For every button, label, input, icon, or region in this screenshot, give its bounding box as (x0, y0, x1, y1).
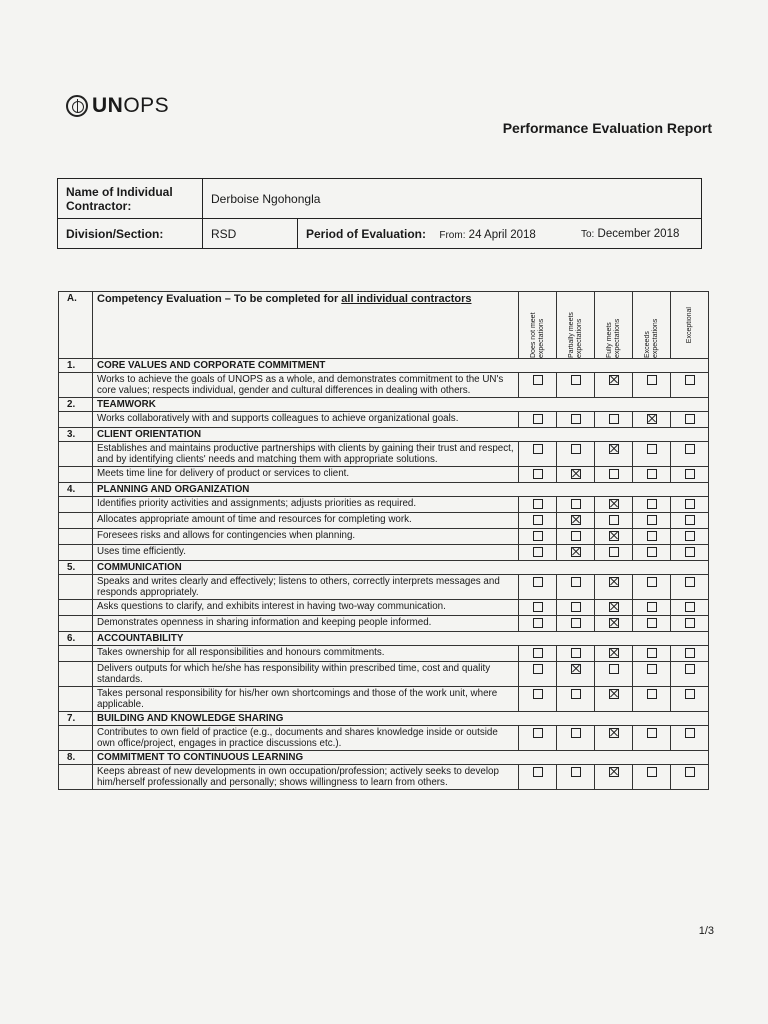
competency-evaluation-table (58, 291, 709, 790)
empty-checkbox[interactable] (533, 577, 543, 587)
competency-item-row (59, 687, 709, 712)
item-number-cell (59, 497, 93, 513)
empty-checkbox[interactable] (533, 767, 543, 777)
rating-cell (595, 373, 633, 398)
section-number: 5. (59, 561, 93, 575)
section-number: 8. (59, 751, 93, 765)
rating-cell (671, 616, 709, 632)
empty-checkbox[interactable] (685, 375, 695, 385)
checked-checkbox[interactable] (609, 375, 619, 385)
item-number-cell (59, 545, 93, 561)
empty-checkbox[interactable] (685, 499, 695, 509)
rating-cell (519, 600, 557, 616)
item-number-cell (59, 600, 93, 616)
empty-checkbox[interactable] (685, 444, 695, 454)
empty-checkbox[interactable] (571, 577, 581, 587)
item-description: Establishes and maintains productive partnerships with clients by gaining their trust and respect, and by identifying clients' needs and matching them with appropriate solutions. (93, 442, 519, 467)
rating-cell (519, 373, 557, 398)
empty-checkbox[interactable] (647, 515, 657, 525)
rating-cell (557, 575, 595, 600)
empty-checkbox[interactable] (685, 577, 695, 587)
checked-checkbox[interactable] (609, 689, 619, 699)
rating-cell (557, 646, 595, 662)
empty-checkbox[interactable] (647, 547, 657, 557)
competency-item-row (59, 646, 709, 662)
empty-checkbox[interactable] (685, 618, 695, 628)
report-title: Performance Evaluation Report (502, 120, 712, 136)
rating-cell (557, 662, 595, 687)
rating-header-5: Exceptional (671, 292, 709, 359)
section-title: ACCOUNTABILITY (93, 632, 709, 646)
item-description: Works to achieve the goals of UNOPS as a whole, and demonstrates commitment to the UN's core values; respects individual, gender and cultural differences in dealing with others. (93, 373, 519, 398)
rating-cell (633, 467, 671, 483)
section-number: 6. (59, 632, 93, 646)
rating-cell (519, 662, 557, 687)
item-number-cell (59, 765, 93, 790)
checked-checkbox[interactable] (609, 499, 619, 509)
item-description: Identifies priority activities and assignments; adjusts priorities as required. (93, 497, 519, 513)
item-description: Meets time line for delivery of product or services to client. (93, 467, 519, 483)
rating-cell (595, 442, 633, 467)
item-number-cell (59, 646, 93, 662)
empty-checkbox[interactable] (533, 531, 543, 541)
rating-cell (633, 662, 671, 687)
rating-cell (557, 412, 595, 428)
checked-checkbox[interactable] (609, 618, 619, 628)
division-label: Division/Section: (58, 219, 203, 249)
item-description: Takes personal responsibility for his/her own shortcomings and those of the work unit, where applicable. (93, 687, 519, 712)
rating-cell (633, 687, 671, 712)
rating-cell (595, 529, 633, 545)
item-description: Uses time efficiently. (93, 545, 519, 561)
empty-checkbox[interactable] (571, 414, 581, 424)
competency-item-row (59, 442, 709, 467)
checked-checkbox[interactable] (609, 531, 619, 541)
rating-cell (633, 765, 671, 790)
rating-header-4: Exceeds expectations (633, 292, 671, 359)
competency-item-row (59, 412, 709, 428)
empty-checkbox[interactable] (533, 469, 543, 479)
empty-checkbox[interactable] (647, 618, 657, 628)
rating-cell (633, 373, 671, 398)
item-description: Speaks and writes clearly and effectively; listens to others, correctly interprets messages and responds appropriately. (93, 575, 519, 600)
empty-checkbox[interactable] (533, 375, 543, 385)
checked-checkbox[interactable] (609, 648, 619, 658)
checked-checkbox[interactable] (571, 469, 581, 479)
rating-cell (519, 412, 557, 428)
item-number-cell (59, 373, 93, 398)
rating-cell (633, 412, 671, 428)
rating-cell (519, 687, 557, 712)
rating-cell (557, 616, 595, 632)
empty-checkbox[interactable] (685, 515, 695, 525)
rating-cell (519, 467, 557, 483)
checked-checkbox[interactable] (571, 547, 581, 557)
empty-checkbox[interactable] (647, 728, 657, 738)
rating-cell (595, 513, 633, 529)
competency-item-row (59, 529, 709, 545)
item-description: Works collaboratively with and supports colleagues to achieve organizational goals. (93, 412, 519, 428)
rating-cell (519, 442, 557, 467)
empty-checkbox[interactable] (647, 602, 657, 612)
competency-item-row (59, 600, 709, 616)
rating-cell (671, 412, 709, 428)
section-title: PLANNING AND ORGANIZATION (93, 483, 709, 497)
item-description: Foresees risks and allows for contingencies when planning. (93, 529, 519, 545)
section-row (59, 712, 709, 726)
rating-cell (519, 726, 557, 751)
rating-cell (519, 616, 557, 632)
rating-cell (671, 497, 709, 513)
rating-cell (557, 765, 595, 790)
empty-checkbox[interactable] (685, 689, 695, 699)
item-number-cell (59, 616, 93, 632)
rating-cell (557, 545, 595, 561)
rating-cell (595, 726, 633, 751)
rating-cell (633, 575, 671, 600)
name-value: Derboise Ngohongla (203, 179, 702, 219)
section-number: 1. (59, 359, 93, 373)
item-description: Asks questions to clarify, and exhibits interest in having two-way communication. (93, 600, 519, 616)
empty-checkbox[interactable] (533, 444, 543, 454)
page-number: 1/3 (698, 925, 714, 937)
competency-item-row (59, 575, 709, 600)
section-letter: A. (59, 292, 93, 359)
empty-checkbox[interactable] (571, 602, 581, 612)
empty-checkbox[interactable] (685, 602, 695, 612)
section-row (59, 359, 709, 373)
empty-checkbox[interactable] (685, 648, 695, 658)
rating-cell (671, 726, 709, 751)
empty-checkbox[interactable] (533, 547, 543, 557)
division-value: RSD (203, 219, 298, 249)
empty-checkbox[interactable] (571, 728, 581, 738)
rating-cell (671, 575, 709, 600)
empty-checkbox[interactable] (647, 469, 657, 479)
empty-checkbox[interactable] (685, 664, 695, 674)
rating-cell (633, 529, 671, 545)
rating-cell (671, 687, 709, 712)
section-row (59, 561, 709, 575)
rating-cell (633, 616, 671, 632)
rating-header-3: Fully meets expectations (595, 292, 633, 359)
empty-checkbox[interactable] (571, 767, 581, 777)
rating-cell (595, 545, 633, 561)
rating-cell (595, 646, 633, 662)
empty-checkbox[interactable] (571, 531, 581, 541)
name-label: Name of Individual Contractor: (58, 179, 203, 219)
competency-header: Competency Evaluation – To be completed for all individual contractors (93, 292, 519, 359)
empty-checkbox[interactable] (609, 664, 619, 674)
rating-cell (519, 497, 557, 513)
empty-checkbox[interactable] (533, 648, 543, 658)
empty-checkbox[interactable] (571, 375, 581, 385)
section-title: BUILDING AND KNOWLEDGE SHARING (93, 712, 709, 726)
section-row (59, 483, 709, 497)
section-number: 4. (59, 483, 93, 497)
section-title: COMMITMENT TO CONTINUOUS LEARNING (93, 751, 709, 765)
competency-item-row (59, 662, 709, 687)
rating-cell (671, 373, 709, 398)
competency-item-row (59, 545, 709, 561)
rating-cell (671, 646, 709, 662)
rating-cell (595, 575, 633, 600)
rating-cell (519, 545, 557, 561)
empty-checkbox[interactable] (647, 444, 657, 454)
rating-cell (519, 575, 557, 600)
rating-cell (671, 765, 709, 790)
item-description: Contributes to own field of practice (e.g., documents and shares knowledge inside or outside own office/project, engages in practice discussions etc.). (93, 726, 519, 751)
rating-cell (671, 662, 709, 687)
logo-wordmark: UNOPS (92, 94, 170, 117)
rating-cell (595, 662, 633, 687)
checked-checkbox[interactable] (609, 602, 619, 612)
rating-cell (595, 467, 633, 483)
item-number-cell (59, 687, 93, 712)
unops-logo (66, 94, 169, 118)
empty-checkbox[interactable] (609, 469, 619, 479)
rating-cell (671, 545, 709, 561)
competency-item-row (59, 467, 709, 483)
rating-cell (557, 373, 595, 398)
period-from: From: 24 April 2018 (439, 228, 536, 241)
rating-header-1: Does not meet expectations (519, 292, 557, 359)
rating-cell (633, 442, 671, 467)
item-description: Takes ownership for all responsibilities and honours commitments. (93, 646, 519, 662)
rating-cell (595, 687, 633, 712)
rating-cell (595, 616, 633, 632)
checked-checkbox[interactable] (609, 728, 619, 738)
section-number: 7. (59, 712, 93, 726)
empty-checkbox[interactable] (533, 689, 543, 699)
empty-checkbox[interactable] (609, 547, 619, 557)
item-number-cell (59, 662, 93, 687)
empty-checkbox[interactable] (647, 499, 657, 509)
item-number-cell (59, 467, 93, 483)
competency-item-row (59, 726, 709, 751)
rating-cell (557, 726, 595, 751)
item-number-cell (59, 529, 93, 545)
rating-cell (671, 467, 709, 483)
rating-cell (519, 765, 557, 790)
rating-cell (595, 600, 633, 616)
empty-checkbox[interactable] (685, 414, 695, 424)
item-number-cell (59, 513, 93, 529)
contractor-info-table (57, 178, 702, 249)
rating-cell (633, 726, 671, 751)
rating-cell (633, 600, 671, 616)
checked-checkbox[interactable] (647, 414, 657, 424)
empty-checkbox[interactable] (533, 602, 543, 612)
empty-checkbox[interactable] (685, 531, 695, 541)
competency-item-row (59, 497, 709, 513)
checked-checkbox[interactable] (571, 664, 581, 674)
section-row (59, 398, 709, 412)
rating-cell (595, 412, 633, 428)
section-title: COMMUNICATION (93, 561, 709, 575)
item-description: Keeps abreast of new developments in own occupation/profession; actively seeks to develop him/herself professionally and personally; shows willingness to learn from others. (93, 765, 519, 790)
rating-cell (633, 646, 671, 662)
empty-checkbox[interactable] (533, 728, 543, 738)
rating-cell (557, 529, 595, 545)
rating-cell (519, 646, 557, 662)
rating-cell (557, 497, 595, 513)
empty-checkbox[interactable] (533, 618, 543, 628)
item-number-cell (59, 442, 93, 467)
empty-checkbox[interactable] (647, 664, 657, 674)
section-number: 2. (59, 398, 93, 412)
item-number-cell (59, 726, 93, 751)
empty-checkbox[interactable] (533, 664, 543, 674)
rating-cell (557, 513, 595, 529)
empty-checkbox[interactable] (647, 767, 657, 777)
checked-checkbox[interactable] (609, 444, 619, 454)
competency-item-row (59, 373, 709, 398)
rating-cell (633, 513, 671, 529)
rating-cell (595, 497, 633, 513)
item-description: Allocates appropriate amount of time and resources for completing work. (93, 513, 519, 529)
section-row (59, 632, 709, 646)
rating-cell (557, 600, 595, 616)
rating-cell (519, 513, 557, 529)
item-description: Demonstrates openness in sharing information and keeping people informed. (93, 616, 519, 632)
empty-checkbox[interactable] (533, 515, 543, 525)
item-number-cell (59, 575, 93, 600)
section-title: CORE VALUES AND CORPORATE COMMITMENT (93, 359, 709, 373)
checked-checkbox[interactable] (571, 515, 581, 525)
rating-cell (557, 467, 595, 483)
rating-cell (595, 765, 633, 790)
section-row (59, 428, 709, 442)
empty-checkbox[interactable] (647, 577, 657, 587)
competency-item-row (59, 616, 709, 632)
checked-checkbox[interactable] (609, 767, 619, 777)
empty-checkbox[interactable] (685, 547, 695, 557)
empty-checkbox[interactable] (533, 414, 543, 424)
period-label: Period of Evaluation: (306, 226, 427, 241)
rating-header-2: Partially meets expectations (557, 292, 595, 359)
empty-checkbox[interactable] (685, 469, 695, 479)
rating-cell (557, 687, 595, 712)
empty-checkbox[interactable] (647, 531, 657, 541)
period-to: To: December 2018 (573, 219, 702, 249)
un-emblem-icon (66, 95, 88, 117)
rating-cell (671, 442, 709, 467)
rating-cell (633, 545, 671, 561)
rating-cell (671, 600, 709, 616)
empty-checkbox[interactable] (571, 499, 581, 509)
rating-cell (633, 497, 671, 513)
rating-cell (671, 529, 709, 545)
empty-checkbox[interactable] (571, 648, 581, 658)
empty-checkbox[interactable] (685, 767, 695, 777)
rating-cell (557, 442, 595, 467)
section-number: 3. (59, 428, 93, 442)
empty-checkbox[interactable] (609, 515, 619, 525)
empty-checkbox[interactable] (685, 728, 695, 738)
empty-checkbox[interactable] (647, 648, 657, 658)
checked-checkbox[interactable] (609, 577, 619, 587)
empty-checkbox[interactable] (647, 375, 657, 385)
empty-checkbox[interactable] (571, 618, 581, 628)
section-title: TEAMWORK (93, 398, 709, 412)
empty-checkbox[interactable] (571, 689, 581, 699)
empty-checkbox[interactable] (647, 689, 657, 699)
empty-checkbox[interactable] (609, 414, 619, 424)
competency-item-row (59, 513, 709, 529)
rating-cell (671, 513, 709, 529)
empty-checkbox[interactable] (533, 499, 543, 509)
empty-checkbox[interactable] (571, 444, 581, 454)
item-description: Delivers outputs for which he/she has responsibility within prescribed time, cost and quality standards. (93, 662, 519, 687)
section-title: CLIENT ORIENTATION (93, 428, 709, 442)
rating-cell (519, 529, 557, 545)
item-number-cell (59, 412, 93, 428)
section-row (59, 751, 709, 765)
competency-item-row (59, 765, 709, 790)
